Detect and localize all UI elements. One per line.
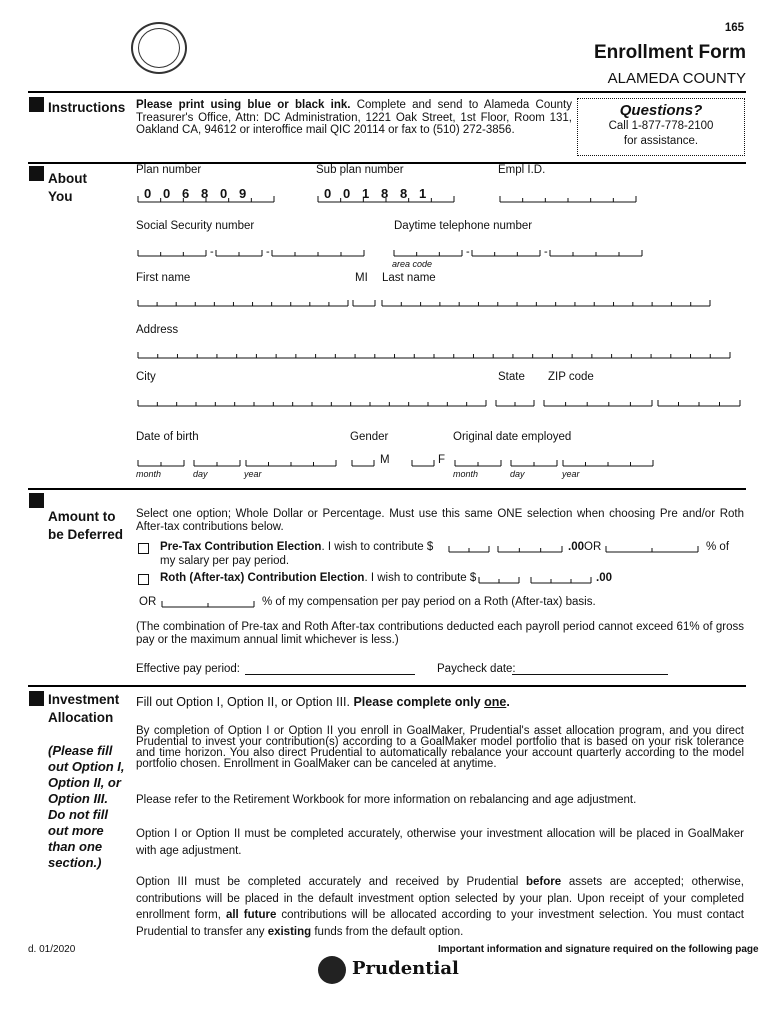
digit: 8 <box>201 186 209 201</box>
next-page-notice: Important information and signature required on the following page <box>438 944 759 955</box>
prudential-logo: Prudential <box>352 958 459 979</box>
dob-label: Date of birth <box>136 431 199 443</box>
area-code-label: area code <box>392 259 433 269</box>
questions-phone: Call 1-877-778-2100 <box>608 120 714 132</box>
prudential-rock-icon <box>318 956 346 984</box>
phone-line-comb[interactable] <box>550 250 642 256</box>
hire-year-comb[interactable] <box>563 460 653 466</box>
hire-year-label: year <box>562 469 580 479</box>
city-label: City <box>136 371 156 383</box>
roth-or: OR <box>139 596 157 608</box>
gender-m-label: M <box>380 454 390 466</box>
mi-comb[interactable] <box>353 300 375 306</box>
first-name-label: First name <box>136 272 191 284</box>
digit: 0 <box>324 186 332 201</box>
phone-prefix-comb[interactable] <box>472 250 540 256</box>
last-name-label: Last name <box>382 272 436 284</box>
pretax-line2: my salary per pay period. <box>160 555 290 567</box>
phone-dash: - <box>544 246 548 258</box>
hire-month-comb[interactable] <box>455 460 501 466</box>
gender-f-comb[interactable] <box>412 460 434 466</box>
digit: 1 <box>419 186 427 201</box>
sub-plan-label: Sub plan number <box>316 164 404 176</box>
roth-checkbox[interactable] <box>138 574 149 585</box>
investment-note: (Please fill out Option I, Option II, or Option III. Do not fill out more than one section.) <box>48 743 125 870</box>
address-label: Address <box>136 324 179 336</box>
revision-date: d. 01/2020 <box>28 944 76 955</box>
section-marker <box>29 691 44 706</box>
county-name: ALAMEDA COUNTY <box>607 70 746 87</box>
investment-intro: Fill out Option I, Option II, or Option III. Please complete only one. <box>136 695 510 709</box>
digit: 0 <box>144 186 152 201</box>
pretax-cents: .00 <box>568 541 584 553</box>
gender-label: Gender <box>350 431 389 443</box>
digit: 1 <box>362 186 370 201</box>
roth-line: Roth (After-tax) Contribution Election. I wish to contribute $ <box>160 572 477 584</box>
pretax-line: Pre-Tax Contribution Election. I wish to contribute $ <box>160 541 434 553</box>
last-name-comb[interactable] <box>382 300 710 306</box>
pretax-dollar-thousands-comb[interactable] <box>449 546 489 552</box>
digit: 0 <box>220 186 228 201</box>
paycheck-date-field[interactable] <box>512 674 668 675</box>
ssn-label: Social Security number <box>136 220 255 232</box>
pretax-or: OR <box>584 541 602 553</box>
hire-month-label: month <box>453 469 479 479</box>
ssn-dash: - <box>266 246 270 258</box>
instructions-label: Instructions <box>48 100 126 115</box>
deferred-label: Amount to be Deferred <box>48 509 124 542</box>
empl-id-label: Empl I.D. <box>498 164 546 176</box>
paycheck-date-label: Paycheck date: <box>437 663 516 675</box>
pretax-dollar-comb[interactable] <box>498 546 562 552</box>
hire-day-comb[interactable] <box>511 460 557 466</box>
ssn-dash: - <box>210 246 214 258</box>
option-three-paragraph: Option III must be completed accurately and received by Prudential before assets are accepted; otherwise, contributions will be placed in the default investment option selected by your plan. Upon receipt of your completed enrollment form, all future contributions will be allocated according to your investment selection. You must contact Prudential to transfer any existing funds from the default option. <box>136 876 745 938</box>
form-title: Enrollment Form <box>593 42 746 63</box>
effective-pay-field[interactable] <box>245 674 415 675</box>
state-label: State <box>498 371 525 383</box>
dob-day-label: day <box>193 469 208 479</box>
pretax-pct-label: % of <box>706 541 730 553</box>
effective-pay-label: Effective pay period: <box>136 663 240 675</box>
first-name-comb[interactable] <box>138 300 348 306</box>
digit: 8 <box>400 186 408 201</box>
area-code-comb[interactable] <box>394 250 462 256</box>
goalmaker-paragraph: By completion of Option I or Option II you enroll in GoalMaker, Prudential's asset allocation program, and you direct Prudential to invest your contribution(s) according to a GoalMaker model portfolio that is based on your risk tolerance and time horizon. You also direct Prudential to automatically rebalance your account quarterly according to the model portfolio chosen. Enrollment in GoalMaker can be canceled at anytime. <box>136 725 744 770</box>
section-marker <box>29 493 44 508</box>
combination-note: (The combination of Pre-tax and Roth After-tax contributions deducted each payroll period cannot exceed 61% of gross pay or the maximum annual limit whichever is less.) <box>136 621 744 646</box>
questions-assist: for assistance. <box>623 135 699 147</box>
roth-dollar-comb[interactable] <box>531 577 591 583</box>
plan-number-comb[interactable] <box>138 196 274 202</box>
digit: 8 <box>381 186 389 201</box>
roth-pct-comb[interactable] <box>162 601 254 607</box>
digit: 9 <box>239 186 247 201</box>
sub-plan-comb[interactable] <box>318 196 454 202</box>
plan-number-label: Plan number <box>136 164 202 176</box>
about-label: About You <box>48 171 87 204</box>
phone-label: Daytime telephone number <box>394 220 533 232</box>
gender-f-label: F <box>438 454 446 466</box>
dob-month-comb[interactable] <box>138 460 184 466</box>
digit: 6 <box>182 186 190 201</box>
roth-cents: .00 <box>596 572 612 584</box>
state-comb[interactable] <box>496 400 534 406</box>
gender-m-comb[interactable] <box>352 460 374 466</box>
roth-pct-text: % of my compensation per pay period on a Roth (After-tax) basis. <box>262 596 596 608</box>
city-comb[interactable] <box>138 400 486 406</box>
dob-day-comb[interactable] <box>194 460 240 466</box>
mi-label: MI <box>355 272 368 284</box>
workbook-paragraph: Please refer to the Retirement Workbook for more information on rebalancing and age adjustment. <box>136 794 637 806</box>
dob-year-comb[interactable] <box>246 460 336 466</box>
address-comb[interactable] <box>138 352 730 358</box>
original-date-label: Original date employed <box>453 431 572 443</box>
deferred-intro: Select one option; Whole Dollar or Percentage. Must use this same ONE selection when choosing Pre and/or Roth After-tax contributions below. <box>136 508 744 533</box>
option-accuracy-paragraph: Option I or Option II must be completed accurately, otherwise your investment allocation will be placed in GoalMaker with age adjustment. <box>136 828 744 857</box>
zip-comb[interactable] <box>544 400 652 406</box>
pretax-checkbox[interactable] <box>138 543 149 554</box>
zip-label: ZIP code <box>548 371 594 383</box>
dob-year-label: year <box>244 469 262 479</box>
roth-dollar-thousands-comb[interactable] <box>479 577 519 583</box>
instructions-text: Please print using blue or black ink. Complete and send to Alameda County Treasurer's Office, Attn: DC Administration, 1221 Oak Street, 1st Floor, Room 131, Oakland CA, 94612 or interoffice mail QIC 20114 or fax to (510) 272-3856. <box>136 99 572 136</box>
digit: 0 <box>343 186 351 201</box>
empl-id-comb[interactable] <box>500 196 636 202</box>
digit: 0 <box>163 186 171 201</box>
investment-label: Investment Allocation <box>48 692 120 725</box>
form-number: 165 <box>724 22 744 34</box>
hire-day-label: day <box>510 469 525 479</box>
ssn-part3-comb[interactable] <box>272 250 364 256</box>
pretax-pct-comb[interactable] <box>606 546 698 552</box>
questions-title: Questions? <box>619 102 703 119</box>
dob-month-label: month <box>136 469 162 479</box>
phone-dash: - <box>466 246 470 258</box>
zip-ext-comb[interactable] <box>658 400 740 406</box>
ssn-part2-comb[interactable] <box>216 250 262 256</box>
ssn-part1-comb[interactable] <box>138 250 206 256</box>
